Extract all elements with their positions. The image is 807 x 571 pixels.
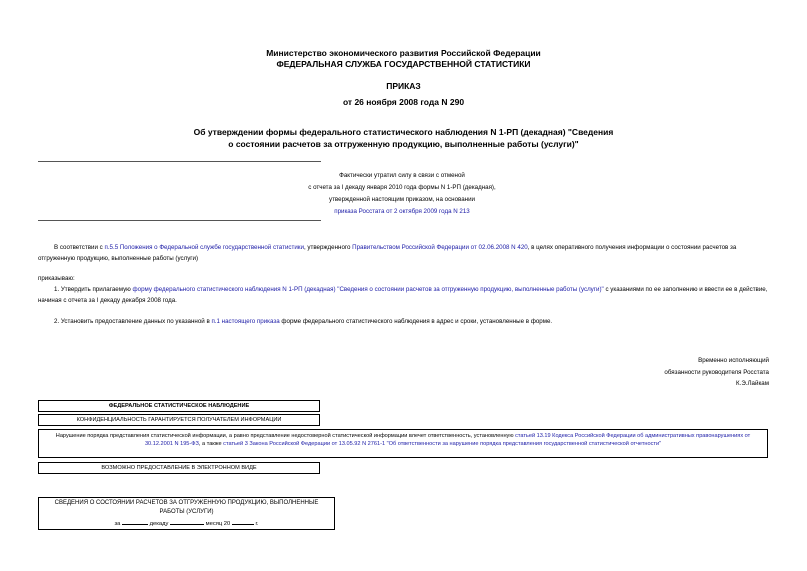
preamble-text-3: , в целях оперативного получения информации о состоянии расчетов за отгруженную продукцию, выполненные работы (услуги) xyxy=(38,244,737,262)
preamble-text-1: В соответствии с xyxy=(54,244,105,251)
order-date: от 26 ноября 2008 года N 290 xyxy=(342,97,465,107)
form-title-box xyxy=(38,497,335,530)
signature-block xyxy=(664,355,769,390)
violation-text-2: , а также xyxy=(198,441,224,447)
regulation-link[interactable]: п.5.5 Положения о Федеральной службе государственной статистики xyxy=(104,244,304,251)
subject-line-1: Об утверждении формы федерального статистического наблюдения N 1-РП (декадная) "Сведения xyxy=(193,127,614,137)
period-g: г. xyxy=(255,521,259,527)
item-1-text-2: с указаниями по ее заполнению и ввести ее в действие, начиная с отчета за I декаду декабря 2008 года. xyxy=(38,286,768,304)
form-period-line xyxy=(39,517,334,529)
subject-line-2: о состоянии расчетов за отгруженную продукцию, выполненные работы (услуги)" xyxy=(228,139,579,149)
ministry-name: Министерство экономического развития Российской Федерации xyxy=(266,48,541,58)
lost-force-line-1: Фактически утратил силу в связи с отменой xyxy=(339,172,465,179)
order-word: приказываю: xyxy=(38,275,75,282)
law-link[interactable]: статьей 3 Закона Российской Федерации от 13.05.92 N 2761-1 "Об ответственности за нарушение порядка представления государственной статистической отчетности" xyxy=(223,441,662,447)
item-1 xyxy=(38,284,773,306)
lost-force-line-3: утвержденной настоящим приказом, на основании xyxy=(328,196,476,203)
preamble xyxy=(38,242,773,264)
month-blank[interactable] xyxy=(170,517,204,525)
divider-top xyxy=(38,161,321,162)
preamble-text-2: , утвержденного xyxy=(303,244,353,251)
ministry-heading xyxy=(0,48,807,70)
coap-link[interactable]: статьей 13.19 Кодекса Российской Федерации об административных правонарушениях от 30.12.2001 N 195-ФЗ xyxy=(144,433,751,447)
order-subject xyxy=(0,126,807,150)
decade-blank[interactable] xyxy=(122,517,148,525)
order-title: ПРИКАЗ xyxy=(386,81,421,91)
item-2-text-2: форме федерального статистического наблюдения в адрес и сроки, установленные в форме. xyxy=(279,318,553,325)
lost-force-line-2: с отчета за I декаду января 2010 года формы N 1-РП (декадная), xyxy=(308,184,496,191)
signature-line-1: Временно исполняющий xyxy=(698,357,769,364)
clause-link[interactable]: п.1 настоящего приказа xyxy=(211,318,280,325)
period-dekadu: декаду xyxy=(149,521,169,527)
year-blank[interactable] xyxy=(232,517,254,525)
government-link[interactable]: Правительством Российской Федерации от 02.06.2008 N 420 xyxy=(352,244,528,251)
federal-observation-box: ФЕДЕРАЛЬНОЕ СТАТИСТИЧЕСКОЕ НАБЛЮДЕНИЕ xyxy=(38,400,320,412)
form-title-line-2: РАБОТЫ (УСЛУГИ) xyxy=(159,509,214,515)
divider-bottom xyxy=(38,220,321,221)
item-1-text-1: 1. Утвердить прилагаемую xyxy=(54,286,133,293)
item-2-text-1: 2. Установить предоставление данных по указанной в xyxy=(54,318,212,325)
signature-name: К.Э.Лайкам xyxy=(736,380,769,387)
form-title-line-1: СВЕДЕНИЯ О СОСТОЯНИИ РАСЧЕТОВ ЗА ОТГРУЖЕННУЮ ПРОДУКЦИЮ, ВЫПОЛНЕННЫЕ xyxy=(54,500,319,506)
confidentiality-box: КОНФИДЕНЦИАЛЬНОСТЬ ГАРАНТИРУЕТСЯ ПОЛУЧАТЕЛЕМ ИНФОРМАЦИИ xyxy=(38,414,320,426)
violation-text-1: Нарушение порядка представления статистической информации, а равно представление недостоверной статистической информации влечет ответственность, установленную xyxy=(55,433,516,439)
period-mesyac: месяц 20 xyxy=(205,521,231,527)
lost-force-note xyxy=(252,170,552,218)
electronic-submission-box: ВОЗМОЖНО ПРЕДОСТАВЛЕНИЕ В ЭЛЕКТРОННОМ ВИДЕ xyxy=(38,462,320,474)
form-link[interactable]: форму федерального статистического наблюдения N 1-РП (декадная) "Сведения о состоянии расчетов за отгруженную продукцию, выполненные работы (услуги)" xyxy=(132,286,604,293)
violation-notice-box xyxy=(38,429,768,458)
signature-line-2: обязанности руководителя Росстата xyxy=(664,368,769,376)
item-2 xyxy=(38,316,773,327)
service-name: ФЕДЕРАЛЬНАЯ СЛУЖБА ГОСУДАРСТВЕННОЙ СТАТИСТИКИ xyxy=(276,59,531,69)
lost-force-link[interactable]: приказа Росстата от 2 октября 2009 года N 213 xyxy=(334,208,470,215)
period-za: за xyxy=(114,521,121,527)
